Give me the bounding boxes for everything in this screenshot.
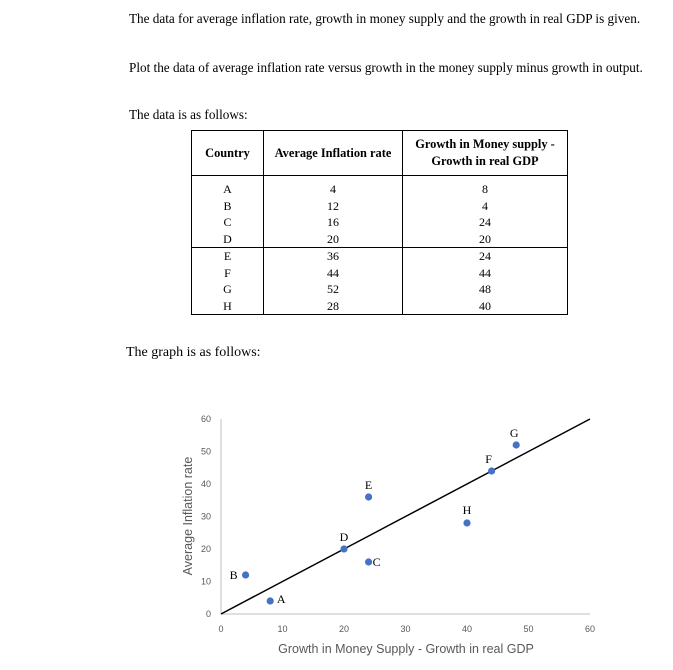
x-tick-label: 0 — [218, 624, 224, 634]
y-tick-label: 0 — [205, 609, 211, 619]
data-point-b — [242, 571, 249, 578]
cell-money-growth: 20 — [403, 231, 568, 248]
cell-country: B — [192, 198, 264, 215]
cell-inflation: 16 — [264, 214, 403, 231]
point-label-c: C — [372, 555, 381, 569]
chart-points — [230, 426, 520, 606]
cell-country: E — [192, 248, 264, 265]
intro-text: The data for average inflation rate, growth in money supply and the growth in real GDP is given. — [129, 11, 641, 26]
x-axis-label: Growth in Money Supply - Growth in real GDP — [278, 642, 534, 656]
cell-money-growth: 4 — [403, 198, 568, 215]
x-tick-label: 30 — [400, 624, 411, 634]
y-tick-label: 50 — [200, 446, 211, 457]
cell-money-growth: 24 — [403, 248, 568, 265]
x-tick-label: 60 — [584, 624, 596, 634]
cell-inflation: 12 — [264, 198, 403, 215]
data-point-h — [463, 519, 470, 526]
data-intro-text: The data is as follows: — [129, 107, 248, 122]
y-axis-label: Average Inflation rate — [181, 456, 195, 576]
cell-country: F — [192, 265, 264, 282]
y-tick-label: 60 — [200, 414, 211, 424]
point-label-d: D — [339, 530, 349, 544]
x-tick-label: 10 — [277, 624, 288, 634]
point-label-h: H — [462, 503, 472, 517]
cell-country: G — [192, 281, 264, 298]
cell-inflation: 20 — [264, 231, 403, 248]
y-tick-label: 20 — [200, 544, 211, 554]
header-money-growth: Growth in Money supply - Growth in real GDP — [403, 131, 568, 176]
point-label-f: F — [485, 452, 492, 466]
trend-line-group — [221, 419, 590, 614]
y-tick-label: 30 — [200, 511, 211, 522]
point-label-b: B — [229, 568, 238, 582]
data-point-g — [513, 441, 520, 448]
cell-money-growth: 44 — [403, 265, 568, 282]
point-label-a: A — [276, 592, 286, 606]
cell-inflation: 52 — [264, 281, 403, 298]
data-point-d — [340, 545, 347, 552]
cell-inflation: 28 — [264, 298, 403, 315]
data-point-a — [267, 597, 274, 604]
header-inflation: Average Inflation rate — [264, 131, 403, 176]
trend-line — [221, 419, 590, 614]
point-label-g: G — [509, 426, 519, 440]
cell-inflation: 4 — [264, 176, 403, 198]
cell-money-growth: 40 — [403, 298, 568, 315]
x-tick-label: 50 — [523, 624, 534, 634]
cell-inflation: 36 — [264, 248, 403, 265]
data-point-f — [488, 467, 495, 474]
y-tick-label: 10 — [200, 576, 211, 587]
cell-money-growth: 48 — [403, 281, 568, 298]
x-tick-label: 20 — [338, 624, 350, 634]
cell-money-growth: 24 — [403, 214, 568, 231]
data-point-c — [365, 558, 372, 565]
cell-country: H — [192, 298, 264, 315]
cell-country: A — [192, 176, 264, 198]
data-point-e — [365, 493, 372, 500]
cell-money-growth: 8 — [403, 176, 568, 198]
cell-country: D — [192, 231, 264, 248]
cell-country: C — [192, 214, 264, 231]
point-label-e: E — [364, 478, 373, 492]
y-tick-label: 40 — [200, 479, 211, 489]
cell-inflation: 44 — [264, 265, 403, 282]
task-text: Plot the data of average inflation rate versus growth in the money supply minus growth in output. — [129, 60, 643, 75]
graph-intro-text: The graph is as follows: — [126, 345, 261, 360]
x-tick-label: 40 — [461, 624, 473, 634]
header-country: Country — [192, 131, 264, 176]
